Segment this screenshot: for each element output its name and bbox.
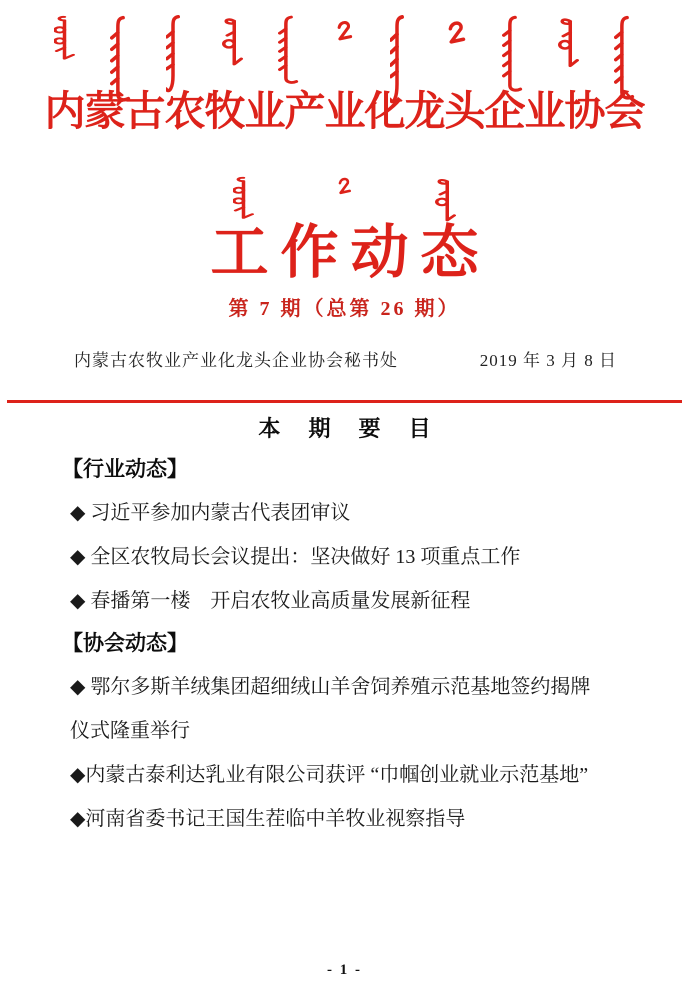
toc-title: 本 期 要 目 xyxy=(258,415,442,441)
publisher-date-row xyxy=(74,346,617,371)
publish-date: 2019 年 3 月 8 日 xyxy=(479,350,617,370)
publisher-name: 内蒙古农牧业产业化龙头企业协会秘书处 xyxy=(74,350,398,370)
red-divider-rule xyxy=(7,400,682,403)
toc-item: ◆河南省委书记王国生茬临中羊牧业视察指导 xyxy=(70,807,466,830)
mongolian-word-icon xyxy=(334,176,355,198)
mongolian-word-icon xyxy=(54,15,75,63)
mongolian-word-icon xyxy=(334,19,355,45)
issue-number: 第 7 期（总第 26 期） xyxy=(228,297,461,320)
section-heading-association: 【协会动态】 xyxy=(62,631,188,655)
bulletin-title: 工作动态 xyxy=(210,220,491,286)
organization-title: 内蒙古农牧业产业化龙头企业协会 xyxy=(44,88,645,134)
toc-item: ◆ 全区农牧局长会议提出：坚决做好 13 项重点工作 xyxy=(70,545,521,568)
toc-item: ◆ 习近平参加内蒙古代表团审议 xyxy=(70,501,351,524)
mongolian-word-icon xyxy=(278,15,299,85)
toc-item: ◆内蒙古泰利达乳业有限公司获评 “巾帼创业就业示范基地” xyxy=(70,763,589,786)
section-heading-industry: 【行业动态】 xyxy=(62,457,188,481)
toc-list xyxy=(62,449,631,841)
toc-item: ◆ 春播第一楼 开启农牧业高质量发展新征程 xyxy=(70,589,471,612)
page-number: - 1 - xyxy=(327,962,362,978)
toc-item: ◆ 鄂尔多斯羊绒集团超细绒山羊舍饲养殖示范基地签约揭牌仪式隆重举行 xyxy=(70,675,591,742)
mongolian-word-icon xyxy=(558,15,579,77)
mongolian-word-icon xyxy=(502,15,523,93)
mongolian-word-icon xyxy=(222,15,243,75)
mongolian-word-icon xyxy=(446,19,467,49)
mongolian-word-icon xyxy=(233,176,254,222)
